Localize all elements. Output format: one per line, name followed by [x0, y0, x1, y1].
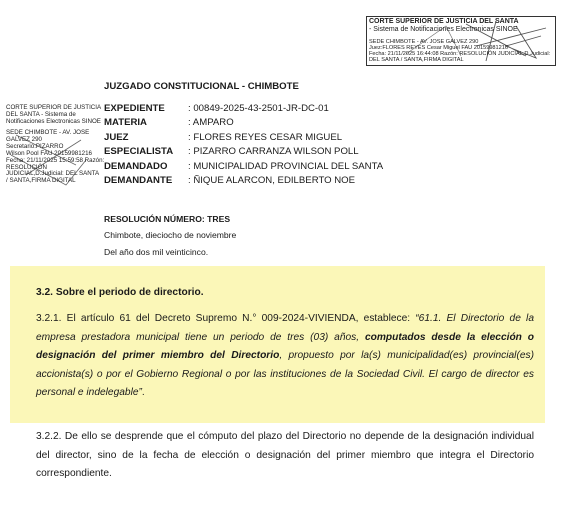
field-value: : ÑIQUE ALARCON, EDILBERTO NOE [188, 175, 356, 187]
case-field-row [104, 101, 383, 116]
field-label: JUEZ [104, 131, 129, 143]
case-field-row [104, 130, 383, 145]
stamp-line: Wilson Pool FAU 20159981216 [6, 149, 92, 157]
stamp-line: JUDICIAL,D.Judicial: DEL SANTA [6, 170, 100, 178]
stamp-line: CORTE SUPERIOR DE JUSTICIA [6, 104, 102, 111]
paragraph-intro: 3.2.1. El artículo 61 del Decreto Supremo N.° 009-2024-VIVIENDA, establece: [36, 313, 416, 324]
stamp-line: Secretario:PIZARRO [6, 142, 64, 150]
field-value: : 00849-2025-43-2501-JR-DC-01 [188, 102, 329, 114]
field-value: : FLORES REYES CESAR MIGUEL [188, 131, 343, 143]
paragraph-3-2-1 [36, 310, 534, 403]
field-label: MATERIA [104, 117, 147, 129]
stamp-line: GALVEZ 290 [6, 135, 42, 143]
resolution-block [104, 213, 236, 263]
stamp-line: / SANTA,FIRMA DIGITAL [6, 177, 76, 185]
stamp-line: - Sistema de Notificaciones Electronicas SINOE [369, 25, 518, 33]
stamp-line: Notificaciones Electronicas SINOE [6, 117, 101, 125]
stamp-line: DEL SANTA / SANTA,FIRMA DIGITAL [369, 57, 464, 64]
stamp-line: SEDE CHIMBOTE - AV. JOSE [6, 128, 90, 136]
case-field-row [104, 116, 383, 131]
case-details-table [104, 101, 383, 188]
quote-text: “61.1. El Directorio de la empresa prestadora municipal tiene un periodo de tres (03) años, [36, 313, 534, 343]
quote-emphasis: computados desde la elección o designación del primer miembro del Directorio [36, 331, 534, 361]
stamp-line: Fecha: 21/11/2025 16:44:08 Razón: RESOLUCIÓN JUDICIAL,D.Judicial: [369, 51, 551, 58]
field-value: : MUNICIPALIDAD PROVINCIAL DEL SANTA [188, 160, 384, 172]
stamp-line: SEDE CHIMBOTE - AV. JOSE GALVEZ 290 [369, 38, 479, 45]
field-value: : PIZARRO CARRANZA WILSON POLL [188, 146, 359, 158]
signature-stamp-judge [366, 16, 556, 66]
resolution-place-date: Chimbote, dieciocho de noviembre [104, 230, 237, 240]
signature-stamp-secretary [6, 104, 105, 210]
stamp-line: Fecha: 21/11/2025 15:59:58 Razón: [6, 156, 105, 164]
stamp-line: DEL SANTA - Sistema de [6, 110, 76, 118]
resolution-title: RESOLUCIÓN NÚMERO: TRES [104, 214, 231, 224]
quote-text: , propuesto por la(s) municipalidad(es) provincial(es) accionista(s) o por el Gobierno Regional o por las instituciones de la Sociedad Civil. El cargo de director es personal e indelegable” [36, 350, 534, 398]
court-name: JUZGADO CONSTITUCIONAL - CHIMBOTE [104, 81, 299, 92]
section-title: 3.2. Sobre el periodo de directorio. [36, 287, 204, 298]
stamp-line: CORTE SUPERIOR DE JUSTICIA DEL SANTA [369, 18, 519, 25]
field-label: DEMANDADO [104, 160, 168, 172]
paragraph-end: . [141, 387, 145, 398]
resolution-year: Del año dos mil veinticinco. [104, 247, 209, 257]
paragraph-3-2-2: 3.2.2. De ello se desprende que el cómputo del plazo del Directorio no depende de la designación individual del director, sino de la fecha de elección o designación del primer miembro que integra el Directorio correspondiente. [36, 431, 534, 479]
case-field-row [104, 145, 383, 160]
field-label: ESPECIALISTA [104, 146, 174, 158]
case-field-row [104, 174, 383, 189]
stamp-line: RESOLUCIÓN [6, 163, 47, 171]
case-header [104, 81, 383, 188]
stamp-line: Juez:FLORES REYES Cesar Miguel FAU 20159981216 [369, 44, 508, 51]
case-field-row [104, 159, 383, 174]
field-label: DEMANDANTE [104, 175, 173, 187]
field-label: EXPEDIENTE [104, 102, 165, 114]
field-value: : AMPARO [188, 117, 234, 129]
